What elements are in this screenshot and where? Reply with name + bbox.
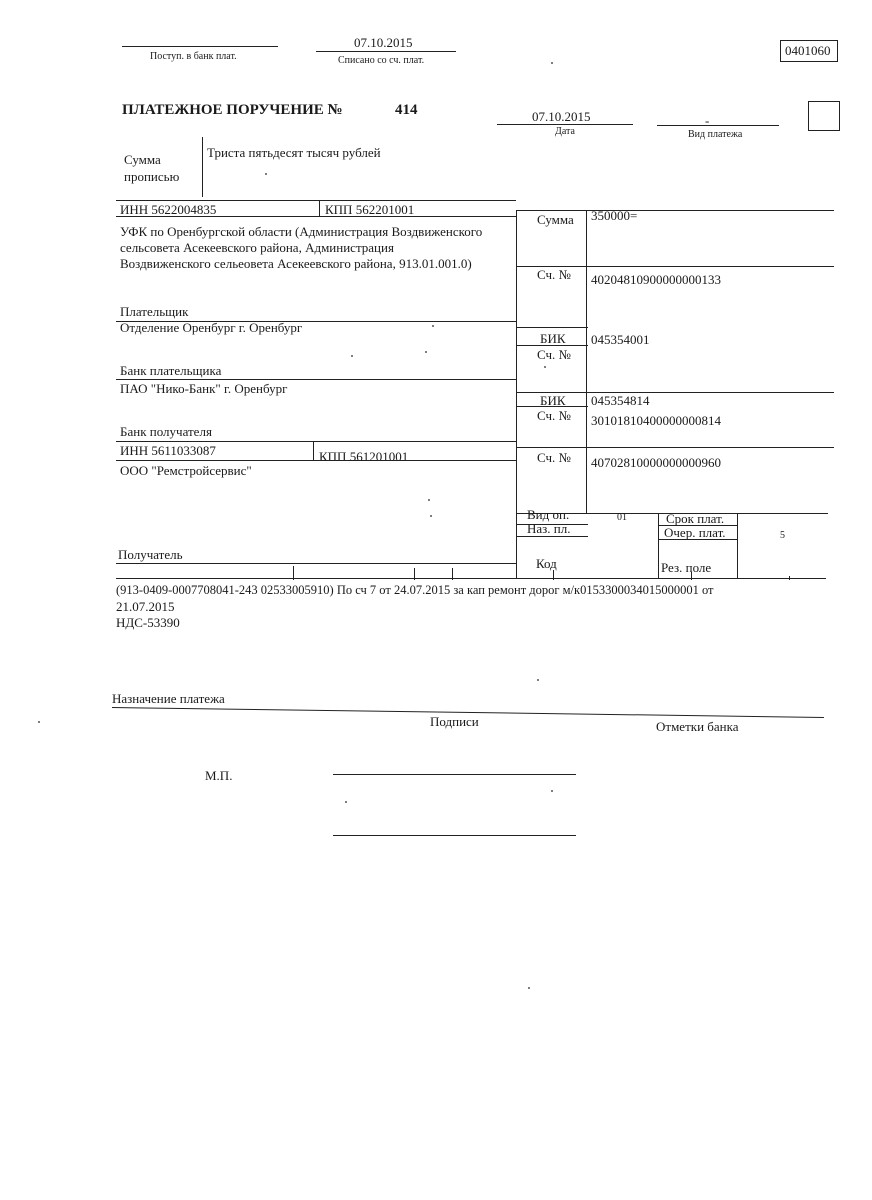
tax-fields-row-line xyxy=(116,578,826,579)
payer-amount-label: Сумма xyxy=(537,212,574,227)
scan-speck xyxy=(544,366,546,368)
grid-line xyxy=(516,327,588,328)
scan-speck xyxy=(432,325,434,327)
payee-account-label: Сч. № xyxy=(537,450,571,465)
payer-label: Плательщик xyxy=(120,304,189,319)
scan-speck xyxy=(425,351,427,353)
payment-type-label: Вид платежа xyxy=(688,129,743,140)
payee-name: ООО "Ремстройсервис" xyxy=(120,463,252,478)
scan-speck xyxy=(265,173,267,175)
grid-line xyxy=(116,441,516,442)
payee-bank-label: Банк получателя xyxy=(120,424,212,439)
reserve-label: Рез. поле xyxy=(661,560,712,575)
payer-inn: ИНН 5622004835 xyxy=(120,202,217,217)
payer-bank-bik: 045354001 xyxy=(591,332,650,347)
scan-speck xyxy=(551,62,553,64)
code-label: Код xyxy=(536,556,557,571)
debit-date-line xyxy=(316,51,456,52)
payee-bank-account-label: Сч. № xyxy=(537,408,571,423)
payee-bank-account: 30101810400000000814 xyxy=(591,413,721,428)
grid-line xyxy=(116,460,516,461)
op-type-value: 01 xyxy=(617,512,627,523)
scan-speck xyxy=(528,987,530,989)
debit-label: Списано со сч. плат. xyxy=(338,55,425,66)
received-date-line xyxy=(122,46,278,47)
document-date-label: Дата xyxy=(555,126,575,137)
scan-speck xyxy=(430,515,432,517)
purpose-line-1: (913-0409-0007708041-243 02533005910) По сч 7 от 24.07.2015 за кап ремонт дорог м/к0153300034015000001 от xyxy=(116,583,714,597)
signature-line-1 xyxy=(333,774,576,775)
grid-line xyxy=(516,210,834,211)
codes-divider xyxy=(658,513,659,578)
signatures-label: Подписи xyxy=(430,714,479,729)
term-label: Срок плат. xyxy=(666,511,725,526)
payment-type-value: - xyxy=(705,113,710,128)
payer-bank-account-label: Сч. № xyxy=(537,347,571,362)
grid-line xyxy=(516,406,588,407)
amount-words-label-1: Сумма xyxy=(124,152,161,167)
payee-inn-kpp-divider xyxy=(313,441,314,460)
grid-line xyxy=(116,563,516,564)
grid-line xyxy=(516,536,588,537)
document-number: 414 xyxy=(395,102,418,118)
payer-name-line-3: Воздвиженского сельеовета Асекеевского района, 913.01.001.0) xyxy=(120,256,472,271)
stamp-label: М.П. xyxy=(205,768,233,783)
payment-type-line xyxy=(657,125,779,126)
labels-column-divider xyxy=(586,210,587,513)
received-label: Поступ. в банк плат. xyxy=(150,51,237,62)
purpose-line-2: 21.07.2015 xyxy=(116,599,175,614)
tax-field-divider xyxy=(452,568,453,580)
payer-bank-name: Отделение Оренбург г. Оренбург xyxy=(120,320,303,335)
grid-line xyxy=(116,200,516,201)
scan-speck xyxy=(351,355,353,357)
codes-divider-right xyxy=(737,513,738,578)
tax-field-divider xyxy=(293,566,294,580)
scan-speck xyxy=(428,499,430,501)
tax-field-divider xyxy=(414,568,415,580)
payee-bank-bik-label: БИК xyxy=(540,393,566,408)
payee-label: Получатель xyxy=(118,547,183,562)
grid-line xyxy=(516,345,588,346)
payer-bank-bik-label: БИК xyxy=(540,331,566,346)
queue-label: Очер. плат. xyxy=(664,525,726,540)
document-date: 07.10.2015 xyxy=(532,109,591,124)
payer-name-line-1: УФК по Оренбургской области (Администрация Воздвиженского xyxy=(120,224,483,239)
payer-kpp: КПП 562201001 xyxy=(325,202,415,217)
amount-words-divider xyxy=(202,137,203,197)
scan-speck xyxy=(551,790,553,792)
tax-field-divider xyxy=(691,572,692,580)
payee-account: 40702810000000000960 xyxy=(591,455,721,470)
purpose-line-3: НДС-53390 xyxy=(116,615,180,630)
payer-name-line-2: сельсовета Асекеевского района, Администрация xyxy=(120,240,394,255)
document-date-line xyxy=(497,124,633,125)
payee-kpp: КПП 561201001 xyxy=(319,449,409,464)
scan-speck xyxy=(537,679,539,681)
payee-inn: ИНН 5611033087 xyxy=(120,443,216,458)
purpose-code-label: Наз. пл. xyxy=(527,521,571,536)
scan-speck xyxy=(38,721,40,723)
amount-words-value: Триста пятьдесят тысяч рублей xyxy=(207,145,381,160)
payer-inn-kpp-divider xyxy=(319,200,320,216)
op-type-label: Вид оп. xyxy=(527,507,570,522)
grid-line xyxy=(658,539,737,540)
payee-bank-name: ПАО "Нико-Банк" г. Оренбург xyxy=(120,381,288,396)
grid-line xyxy=(516,447,834,448)
signature-line-2 xyxy=(333,835,576,836)
payer-account: 40204810900000000133 xyxy=(591,272,721,287)
amount-words-label-2: прописью xyxy=(124,169,180,184)
payer-amount: 350000= xyxy=(591,208,638,223)
purpose-label: Назначение платежа xyxy=(112,691,225,706)
tax-field-divider xyxy=(789,576,790,580)
tax-field-divider xyxy=(553,570,554,580)
document-title: ПЛАТЕЖНОЕ ПОРУЧЕНИЕ № xyxy=(122,102,343,118)
form-code: 0401060 xyxy=(785,43,831,58)
scan-speck xyxy=(345,801,347,803)
grid-line xyxy=(116,379,516,380)
payer-bank-label: Банк плательщика xyxy=(120,363,222,378)
payee-bank-bik: 045354814 xyxy=(591,393,650,408)
bank-marks-label: Отметки банка xyxy=(656,719,739,734)
status-box xyxy=(808,101,840,131)
payer-account-label: Сч. № xyxy=(537,267,571,282)
queue-value: 5 xyxy=(780,530,785,541)
debit-date: 07.10.2015 xyxy=(354,35,413,50)
